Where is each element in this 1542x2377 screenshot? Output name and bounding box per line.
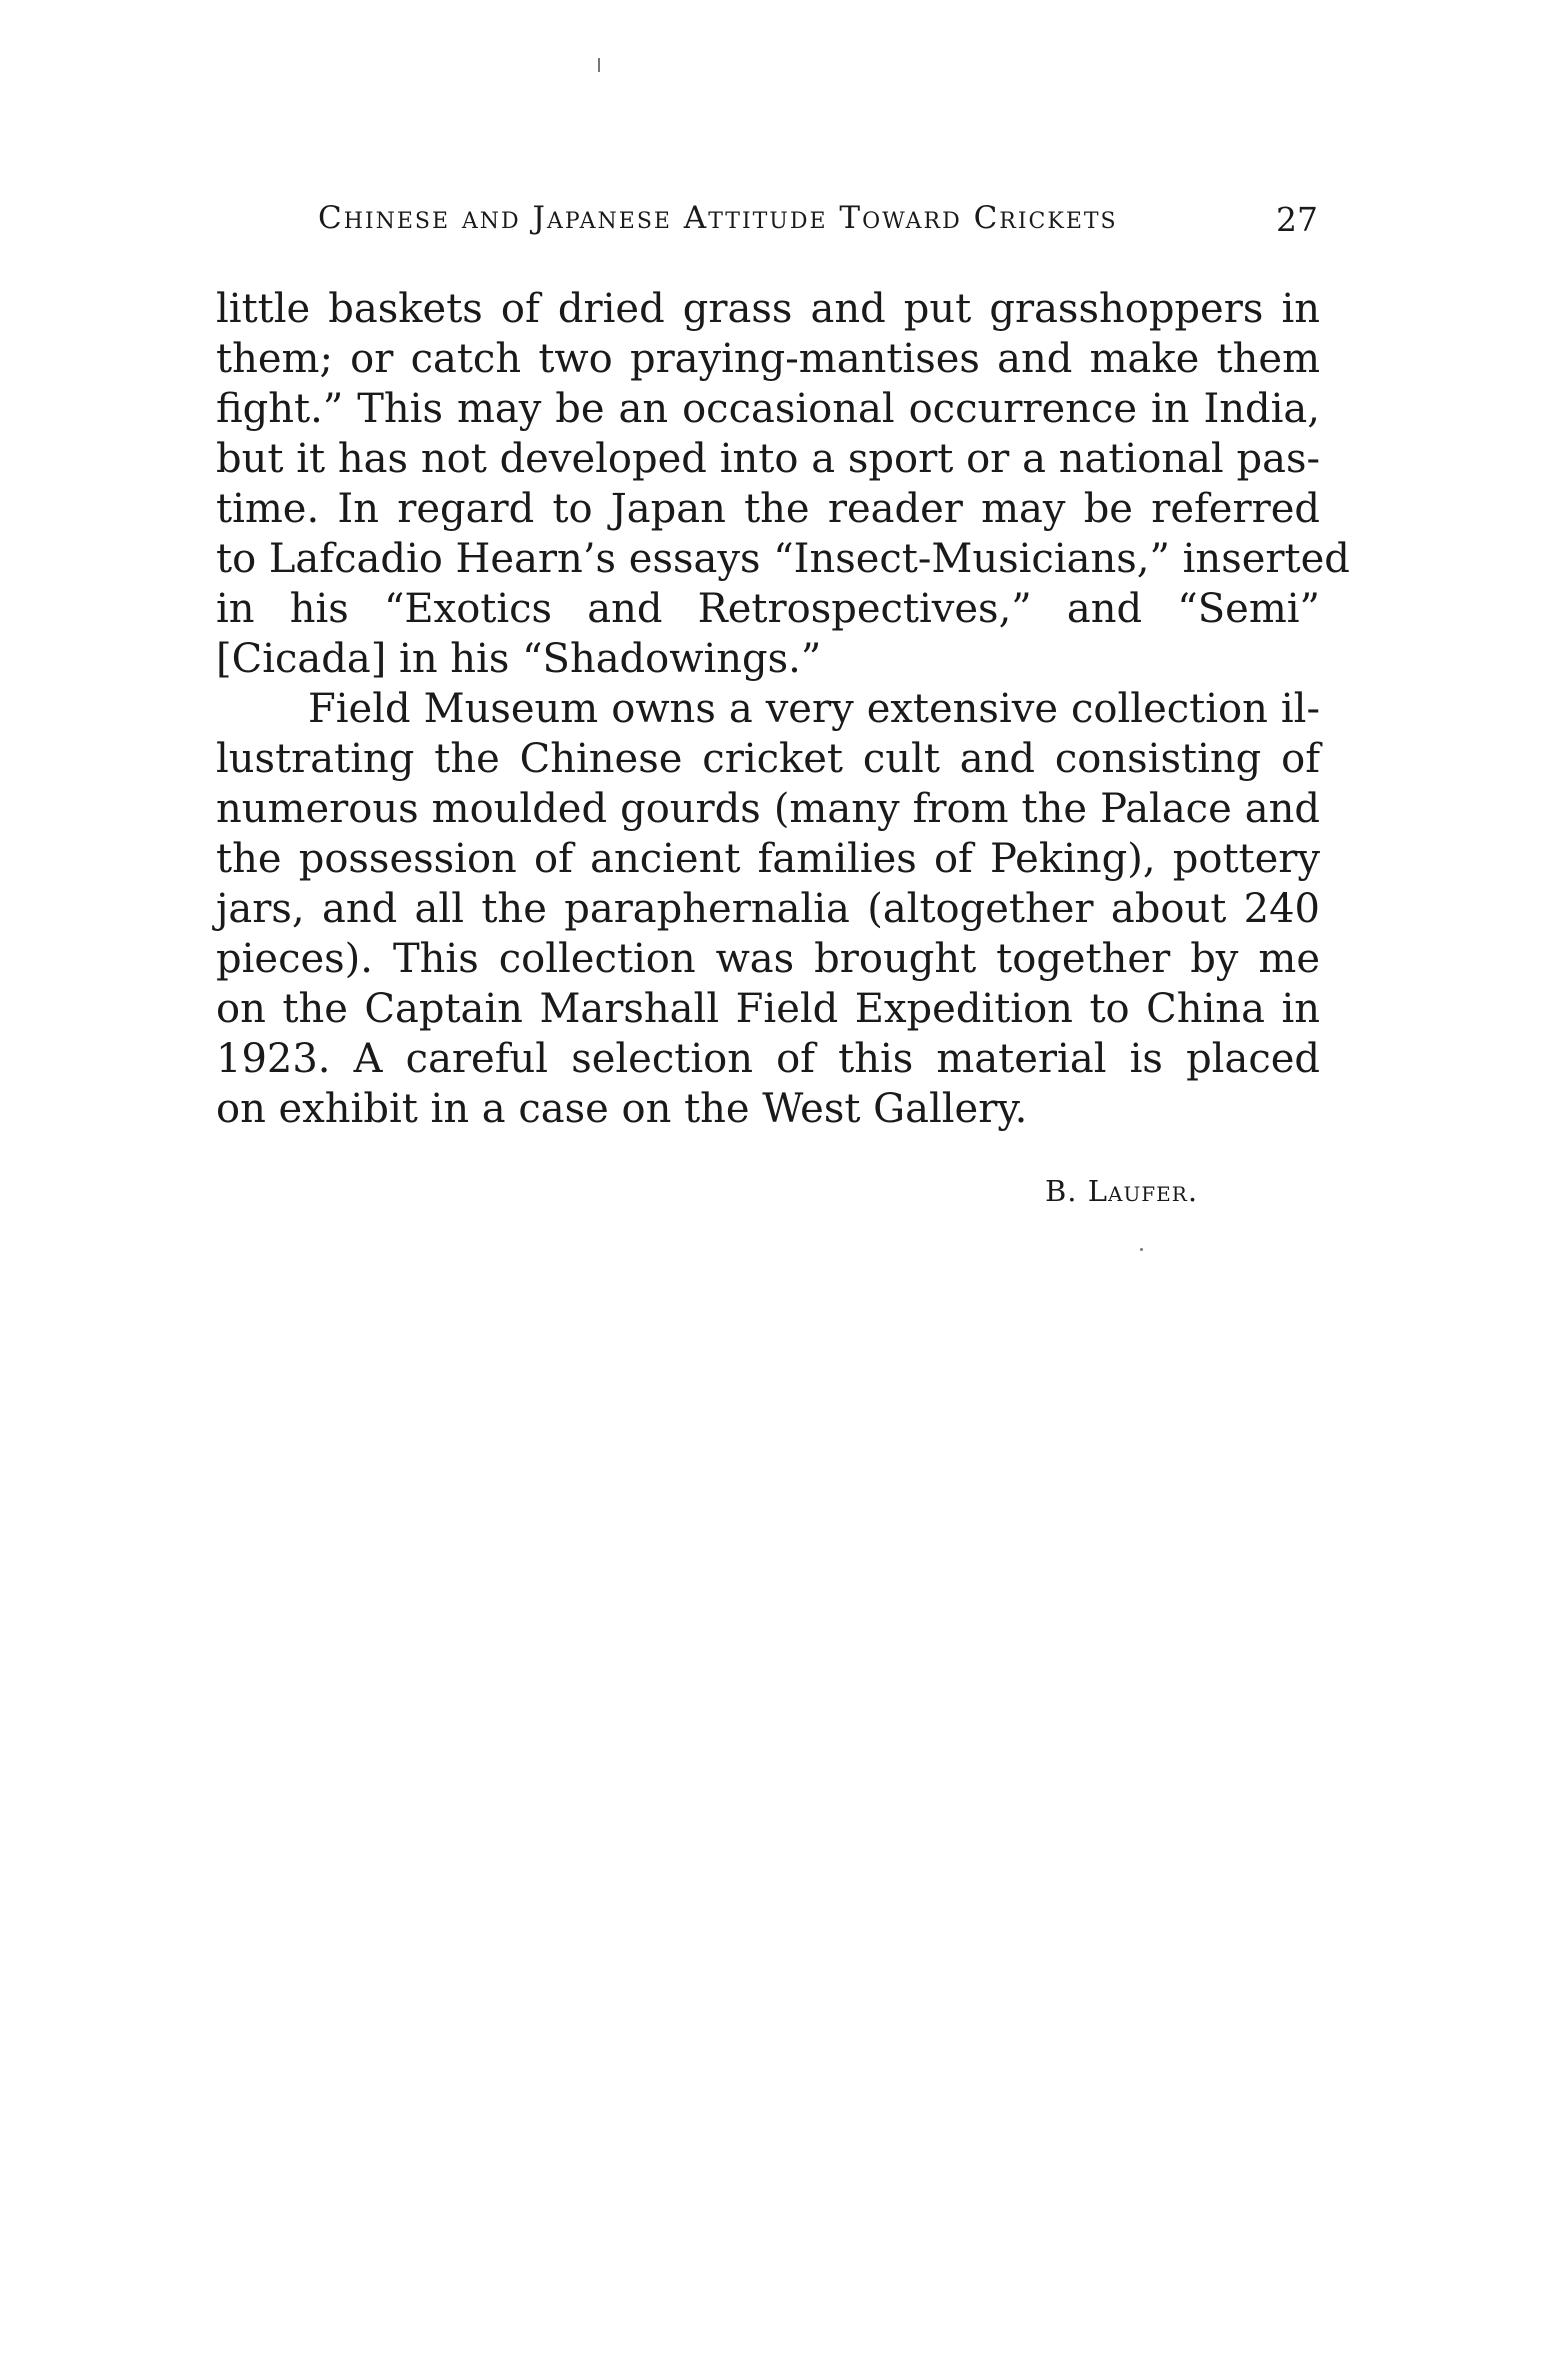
scan-mark [598,58,600,72]
text-line: numerous moulded gourds (many from the Palace and [216,786,1320,832]
text-line: little baskets of dried grass and put grasshoppers in [216,286,1320,332]
text-line: fight.” This may be an occasional occurrence in India, [216,386,1320,432]
text-line: [Cicada] in his “Shadowings.” [216,636,822,682]
text-line: them; or catch two praying-mantises and make them [216,336,1320,382]
paragraph-2 [216,684,1320,1134]
text-line: on the Captain Marshall Field Expedition to China in [216,986,1320,1032]
paragraph-1 [216,284,1350,684]
text-line: time. In regard to Japan the reader may be referred [216,486,1320,532]
text-line: the possession of ancient families of Peking), pottery [216,836,1320,882]
text-line: 1923. A careful selection of this material is placed [216,1036,1320,1082]
text-line: pieces). This collection was brought together by me [216,936,1320,982]
running-title: Chinese and Japanese Attitude Toward Crickets [318,200,1118,236]
text-line: jars, and all the paraphernalia (altogether about 240 [216,886,1320,932]
page-number: 27 [1276,200,1318,239]
text-line: but it has not developed into a sport or a national pas- [216,436,1320,482]
scan-mark [1140,1248,1143,1251]
text-line: in his “Exotics and Retrospectives,” and “Semi” [216,586,1320,632]
text-line: lustrating the Chinese cricket cult and consisting of [216,736,1320,782]
text-line: to Lafcadio Hearn’s essays “Insect-Musicians,” inserted [216,536,1350,582]
text-line: Field Museum owns a very extensive collection il- [308,686,1320,732]
text-line: on exhibit in a case on the West Gallery. [216,1086,1028,1132]
running-head [318,200,1318,260]
body-text [216,284,1350,1134]
author-signature: B. Laufer. [1045,1174,1199,1208]
